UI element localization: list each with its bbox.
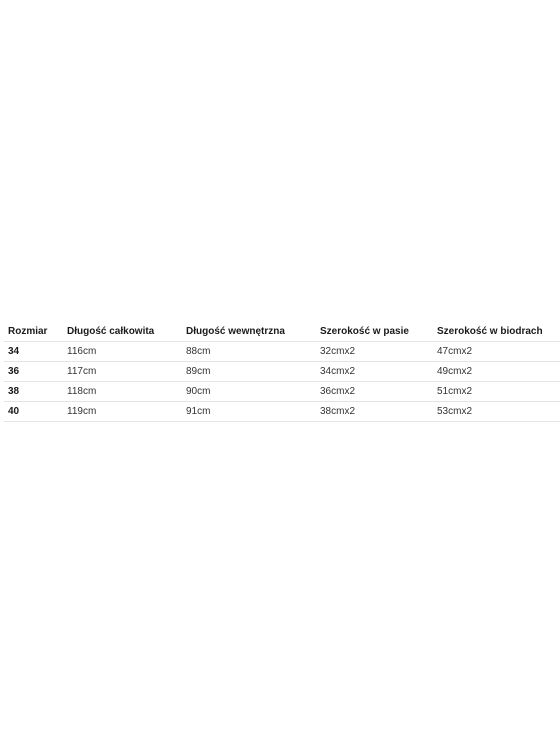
- inseam-length-cell: 88cm: [182, 342, 316, 362]
- total-length-cell: 116cm: [63, 342, 182, 362]
- size-chart-header: [4, 322, 560, 342]
- table-row: [4, 402, 560, 422]
- waist-width-cell: 34cmx2: [316, 362, 433, 382]
- table-row: [4, 362, 560, 382]
- waist-width-cell: 36cmx2: [316, 382, 433, 402]
- hip-width-cell: 49cmx2: [433, 362, 560, 382]
- header-total-length: Długość całkowita: [63, 322, 182, 342]
- inseam-length-cell: 90cm: [182, 382, 316, 402]
- header-waist-width: Szerokość w pasie: [316, 322, 433, 342]
- header-row: [4, 322, 560, 342]
- total-length-cell: 117cm: [63, 362, 182, 382]
- waist-width-cell: 32cmx2: [316, 342, 433, 362]
- table-row: [4, 382, 560, 402]
- header-hip-width: Szerokość w biodrach: [433, 322, 560, 342]
- header-size: Rozmiar: [4, 322, 63, 342]
- size-chart-body: [4, 342, 560, 422]
- inseam-length-cell: 89cm: [182, 362, 316, 382]
- header-inseam-length: Długość wewnętrzna: [182, 322, 316, 342]
- size-cell: 38: [4, 382, 63, 402]
- hip-width-cell: 47cmx2: [433, 342, 560, 362]
- total-length-cell: 118cm: [63, 382, 182, 402]
- size-cell: 40: [4, 402, 63, 422]
- table-row: [4, 342, 560, 362]
- inseam-length-cell: 91cm: [182, 402, 316, 422]
- total-length-cell: 119cm: [63, 402, 182, 422]
- hip-width-cell: 51cmx2: [433, 382, 560, 402]
- size-cell: 36: [4, 362, 63, 382]
- size-cell: 34: [4, 342, 63, 362]
- waist-width-cell: 38cmx2: [316, 402, 433, 422]
- hip-width-cell: 53cmx2: [433, 402, 560, 422]
- size-chart-table: [4, 322, 560, 422]
